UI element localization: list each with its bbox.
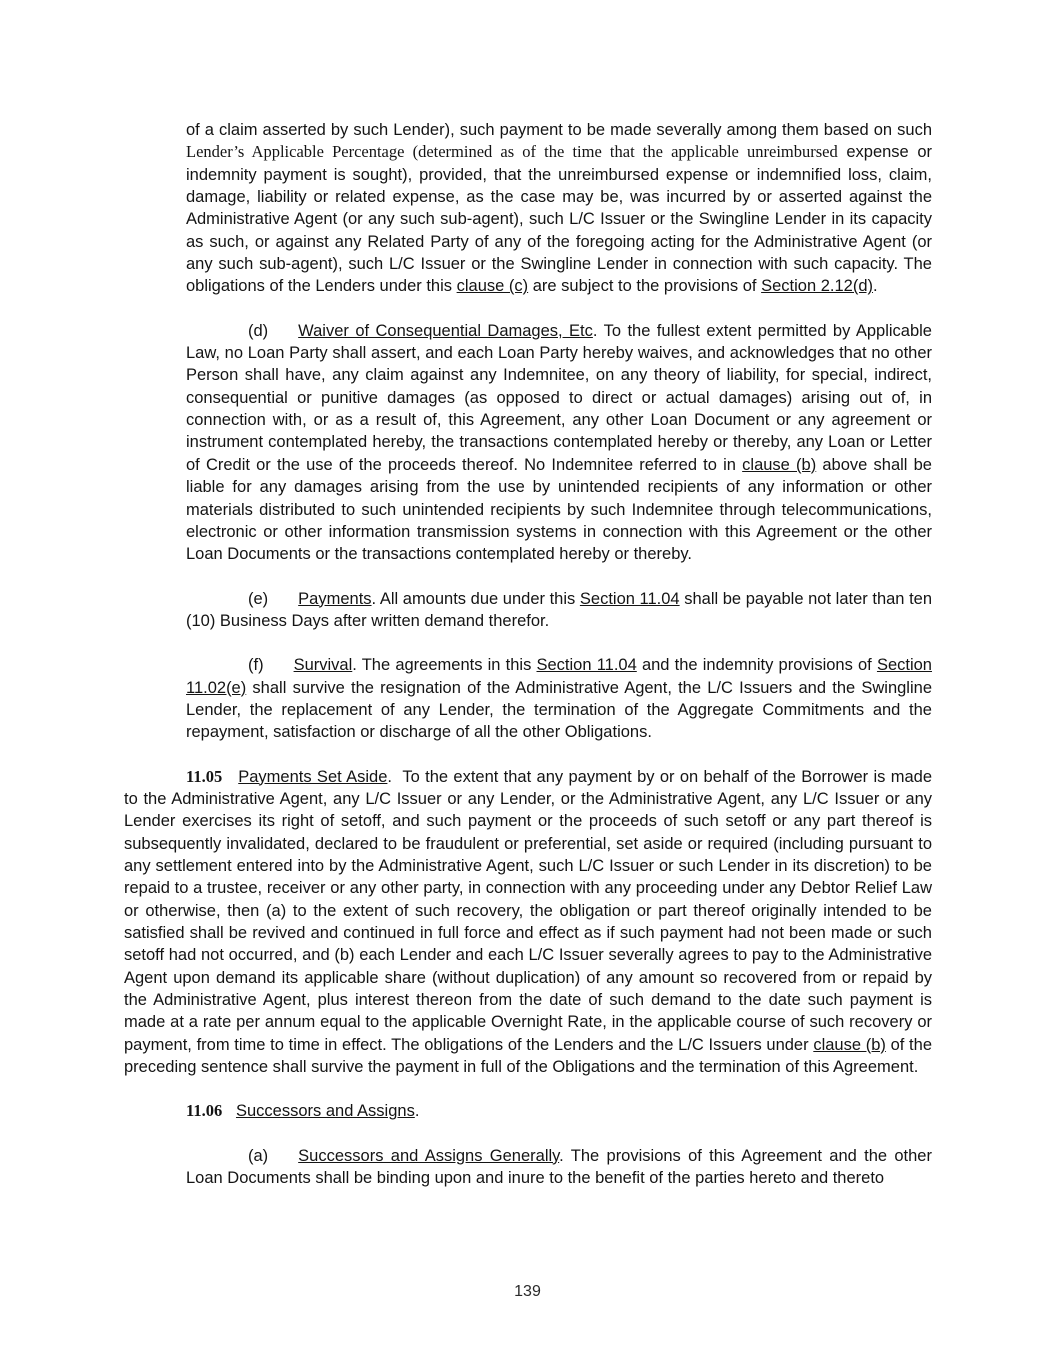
text-segment: . The provisions of this Agreement and the other Loan Documents shall be binding upon and inure to the benefit of the parties hereto and thereto — [186, 1146, 932, 1188]
page-number: 139 — [514, 1283, 541, 1300]
text-segment: Lender’s Applicable Percentage (determined as of the time that the applicable unreimbursed — [186, 142, 838, 162]
text-segment: 11.05 — [186, 766, 223, 786]
text-segment: (e) — [248, 589, 269, 608]
section-11-05-payments-set-aside — [124, 766, 932, 1079]
text-segment: Section 11.02(e) — [186, 656, 932, 697]
text-segment: . All amounts due under this — [371, 589, 580, 608]
tab-spacer — [264, 654, 294, 676]
text-segment: Payments — [298, 589, 372, 608]
text-segment: (a) — [248, 1146, 269, 1165]
tab-spacer — [268, 1145, 298, 1167]
paragraph-f-survival — [186, 654, 932, 743]
text-segment: . The agreements in this — [352, 656, 537, 675]
text-segment: shall be payable not later than ten (10) Business Days after written demand therefor. — [186, 589, 933, 630]
text-segment: Section 11.04 — [536, 656, 637, 675]
text-segment: Successors and Assigns Generally — [298, 1146, 560, 1165]
text-segment: (f) — [248, 656, 264, 675]
text-segment: clause (c) — [456, 277, 529, 296]
text-segment: are subject to the provisions of — [528, 277, 762, 296]
text-segment: and the indemnity provisions of — [636, 656, 877, 675]
text-segment: (d) — [248, 321, 269, 340]
text-segment: . To the fullest extent permitted by Applicable Law, no Loan Party shall assert, and each Loan Party hereby waives, and acknowledges that no other Person shall have, any claim against any Indemnitee, on any theory of liability, for special, indirect, consequential or punitive damages (as opposed to direct or actual damages) arising out of, in connection with, or as a result of, this Agreement, any other Loan Document or any agreement or instrument contemplated hereby, the transactions contemplated hereby or thereby, any Loan or Letter of Credit or the use of the proceeds thereof. No Indemnitee referred to in — [186, 321, 932, 474]
text-segment: . — [873, 277, 878, 296]
paragraph-e-payments — [186, 588, 932, 633]
text-segment: Successors and Assigns — [235, 1102, 415, 1121]
paragraph-a-successors-and-assigns-generally — [186, 1145, 932, 1190]
text-segment — [222, 1102, 236, 1120]
text-segment — [222, 768, 238, 786]
document-body — [124, 119, 932, 1211]
text-segment: expense or indemnity payment is sought), provided, that the unreimbursed expense or indemnified loss, claim, damage, liability or related expense, as the case may be, was incurred by or asserted against the Administrative Agent (or any such sub-agent), such L/C Issuer or the Swingline Lender in its capacity as such, or against any Related Party of any of the foregoing acting for the Administrative Agent (or any such sub-agent), such L/C Issuer or the Swingline Lender in connection with such capacity. The obligations of the Lenders under this — [186, 143, 932, 296]
text-segment: clause (b) — [742, 455, 817, 474]
tab-spacer — [268, 320, 298, 342]
text-segment: Survival — [293, 656, 353, 675]
paragraph-d-waiver-of-consequential-damages — [186, 320, 932, 566]
text-segment: Section 2.12(d) — [761, 277, 874, 296]
text-segment: shall survive the resignation of the Administrative Agent, the L/C Issuers and the Swingline Lender, the replacement of any Lender, the termination of the Aggregate Commitments and the repayment, satisfaction or discharge of all the other Obligations. — [186, 678, 932, 742]
text-segment: clause (b) — [813, 1035, 886, 1054]
paragraph-c-continuation — [186, 119, 932, 298]
text-segment: 11.06 — [186, 1101, 223, 1121]
text-segment: of the preceding sentence shall survive the payment in full of the Obligations and the termination of this Agreement. — [124, 1035, 932, 1077]
text-segment: above shall be liable for any damages arising from the use by unintended recipients of any information or other materials distributed to such unintended recipients by such Indemnitee through telecommunications, electronic or other information transmission systems in connection with this Agreement or the other Loan Documents or the transactions contemplated hereby or thereby. — [186, 455, 932, 564]
section-11-06-successors-and-assigns-heading — [124, 1100, 932, 1122]
text-segment: . To the extent that any payment by or on behalf of the Borrower is made to the Administrative Agent, any L/C Issuer or any Lender, or the Administrative Agent, any L/C Issuer or any Lender exercises its right of setoff, and such payment or the proceeds of such setoff or any part thereof is subsequently invalidated, declared to be fraudulent or preferential, set aside or required (including pursuant to any settlement entered into by the Administrative Agent, such L/C Issuer or such Lender in its discretion) to be repaid to a trustee, receiver or any other party, in connection with any proceeding under any Debtor Relief Law or otherwise, then (a) to the extent of such recovery, the obligation or part thereof originally intended to be satisfied shall be revived and continued in full force and effect as if such payment had not been made or such setoff had not occurred, and (b) each Lender and each L/C Issuer severally agrees to pay to the Administrative Agent upon demand its applicable share (without duplication) of any amount so recovered from or repaid by the Administrative Agent, plus interest thereon from the date of such demand to the date such payment is made at a rate per annum equal to the applicable Overnight Rate, in the applicable course of such recovery or payment, from time to time in effect. The obligations of the Lenders and the L/C Issuers under — [124, 767, 932, 1054]
text-segment: of a claim asserted by such Lender), such payment to be made severally among them based on such — [186, 121, 932, 139]
text-segment: Section 11.04 — [579, 589, 680, 608]
text-segment: Waiver of Consequential Damages, Etc — [298, 321, 593, 340]
text-segment: . — [414, 1102, 420, 1121]
tab-spacer — [268, 588, 298, 610]
text-segment: Payments Set Aside — [238, 767, 388, 786]
